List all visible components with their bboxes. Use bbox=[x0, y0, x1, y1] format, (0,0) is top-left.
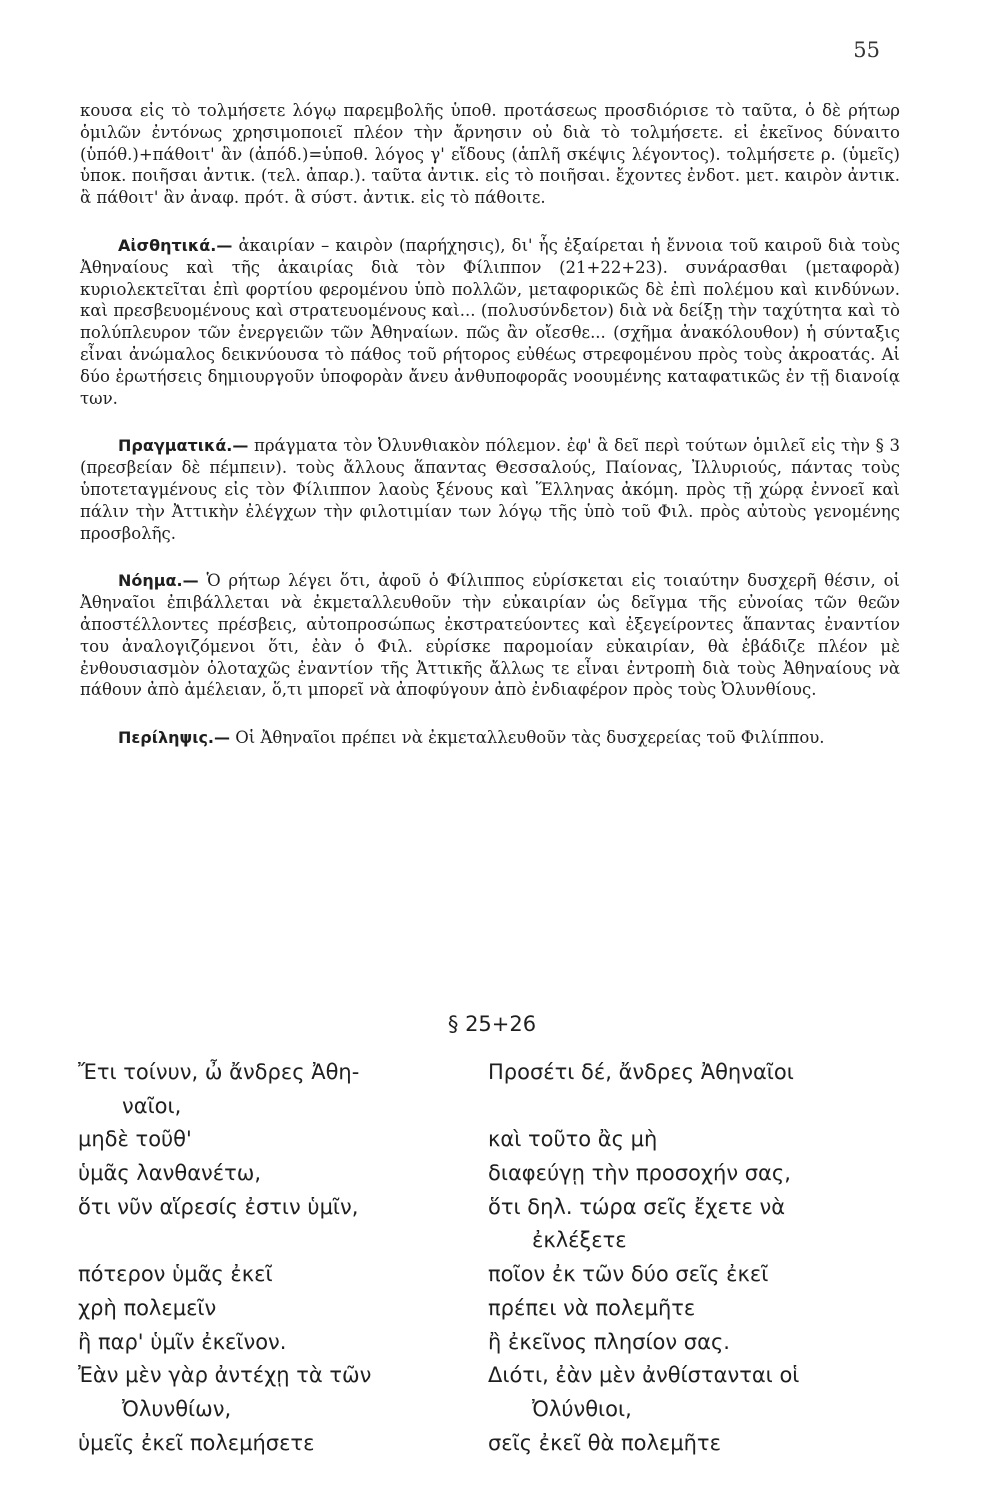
perilepsis-text: Οἱ Ἀθηναῖοι πρέπει νὰ ἐκμεταλλευθοῦν τὰς δυσχερείας τοῦ Φιλίππου. bbox=[235, 728, 825, 748]
translation-line: ἐκλέξετε bbox=[532, 1228, 627, 1253]
translation-line: ὅτι δηλ. τώρα σεῖς ἔχετε νὰ bbox=[488, 1194, 786, 1219]
pragmatika-heading: Πραγματικά.— bbox=[118, 436, 249, 456]
commentary-intro: κουσα εἰς τὸ τολμήσετε λόγῳ παρεμβολῆς ὑποθ. προτάσεως προσδιόρισε τὸ ταῦτα, ὁ δὲ ρήτωρ ὁμιλῶν ἐντόνως χρησιμοποιεῖ πλέον τὴν ἄρνησιν οὐ διὰ τὸ τολμήσετε. εἰ ἐκεῖνος δύναιτο (ὑπόθ.)+πάθοιτ' ἂν (ἀπόδ.)=ὑποθ. λόγος γ' εἴδους (ἁπλῆ σκέψις λέγοντος). τολμήσετε ρ. (ὑμεῖς) ὑποκ. ποιῆσαι ἀντικ. (τελ. ἀπαρ.). ταῦτα ἀντικ. εἰς τὸ ποιῆσαι. ἔχοντες ἐνδοτ. μετ. καιρὸν ἀντικ. ἃ πάθοιτ' ἂν ἀναφ. πρότ. ἃ σύστ. ἀντικ. εἰς τὸ πάθοιτε. bbox=[80, 101, 900, 208]
aisthetika-text: ἀκαιρίαν – καιρὸν (παρήχησις), δι' ἧς ἐξαίρεται ἡ ἔννοια τοῦ καιροῦ διὰ τοὺς Ἀθηναίους καὶ τῆς ἀκαιρίας διὰ τὸν Φίλιππον (21+22+23). συνάρασθαι (μεταφορὰ) κυριολεκτεῖται ἐπὶ φορτίου φερομένου ὑπὸ πολλῶν, μεταφορικῶς δὲ ἐπὶ πολέμου καὶ κινδύνων. καὶ πρεσβευομένους καὶ στρατευομένους καὶ... (πολυσύνδετον) διὰ νὰ δείξῃ τὴν ταχύτητα καὶ τὸ πολύπλευρον τῶν ἐνεργειῶν τῶν Ἀθηναίων. πῶς ἂν οἴεσθε... (σχῆμα ἀνακόλουθον) ἡ σύνταξις εἶναι ἀνώμαλος δεικνύουσα τὸ πάθος τοῦ ρήτορος εὐθέως στρεφομένου πρὸς τοὺς ἀκροατάς. Αἱ δύο ἐρωτήσεις δημιουργοῦν ὑποφορὰν ἄνευ ἀνθυποφορᾶς νοουμένης καταφατικῶς ἐν τῇ διανοίᾳ των. bbox=[80, 235, 900, 408]
translation-line: Διότι, ἐὰν μὲν ἀνθίστανται οἱ bbox=[488, 1363, 800, 1388]
original-line: χρὴ πολεμεῖν bbox=[78, 1295, 217, 1320]
original-line: Ἔτι τοίνυν, ὦ ἄνδρες Ἀθη- bbox=[78, 1060, 360, 1084]
translation-line: διαφεύγῃ τὴν προσοχήν σας, bbox=[488, 1161, 791, 1186]
original-line: πότερον ὑμᾶς ἐκεῖ bbox=[78, 1262, 273, 1287]
noema-text: Ὁ ρήτωρ λέγει ὅτι, ἀφοῦ ὁ Φίλιππος εὑρίσκεται εἰς τοιαύτην δυσχερῆ θέσιν, οἱ Ἀθηναῖοι ἐπιβάλλεται νὰ ἐκμεταλλευθοῦν τὴν εὐκαιρίαν ὡς δεῖγμα τῆς εὐνοίας τῶν θεῶν ἀποστέλλοντες πρέσβεις, αὐτοπροσώπως ἐκστρατεύοντες καὶ ἐξεγείροντες ἅπαντας ἐναντίον του ἀναλογιζόμενοι ὅτι, ἐὰν ὁ Φιλ. εὑρίσκε παρομοίαν εὐκαιρίαν, θὰ ἐβάδιζε πλέον μὲ ἐνθουσιασμὸν ὁλοταχῶς ἐναντίον τῆς Ἀττικῆς ἄλλως τε εἶναι ἐντροπὴ διὰ τοὺς Ἀθηναίους νὰ πάθουν ἀπὸ ἀμέλειαν, ὅ,τι μπορεῖ νὰ ἀποφύγουν ἀπὸ ἐνδιαφέρον πρὸς τοὺς Ὀλυνθίους. bbox=[80, 571, 901, 700]
pragmatika-text: πράγματα τὸν Ὀλυνθιακὸν πόλεμον. ἐφ' ἃ δεῖ περὶ τούτων ὁμιλεῖ εἰς τὴν § 3 (πρεσβείαν δὲ πέμπειν). τοὺς ἄλλους ἅπαντας Θεσσαλούς, Παίονας, Ἰλλυριούς, πάντας τοὺς ὑποτεταγμένους εἰς τὸν Φίλιππον λαοὺς ξένους καὶ Ἕλληνας ἀκόμη. πρὸς τῇ χώρᾳ ἐννοεῖ καὶ πάλιν τὴν Ἀττικὴν ἐλέγχων τὴν φιλοτιμίαν των λόγῳ τῆς ὑπὸ τοῦ Φιλ. πρὸς αὐτοὺς γενομένης προσβολῆς. bbox=[80, 436, 900, 543]
noema-heading: Νόημα.— bbox=[118, 571, 199, 591]
original-line: ἢ παρ' ὑμῖν ἐκεῖνον. bbox=[78, 1329, 287, 1354]
translation-line: ἢ ἐκεῖνος πλησίον σας. bbox=[488, 1329, 730, 1354]
noema-paragraph bbox=[80, 570, 900, 701]
translation-line: σεῖς ἐκεῖ θὰ πολεμῆτε bbox=[488, 1430, 721, 1455]
original-line: ὑμᾶς λανθανέτω, bbox=[78, 1161, 262, 1186]
original-line bbox=[78, 1224, 488, 1258]
aisthetika-paragraph bbox=[80, 235, 900, 409]
original-line: ὅτι νῦν αἵρεσίς ἐστιν ὑμῖν, bbox=[78, 1194, 359, 1219]
translation-column bbox=[488, 1056, 898, 1460]
original-line: Ὀλυνθίων, bbox=[122, 1396, 232, 1421]
original-text-column bbox=[78, 1056, 488, 1460]
original-line: Ἐὰν μὲν γὰρ ἀντέχῃ τὰ τῶν bbox=[78, 1363, 372, 1388]
translation-line: Ὀλύνθιοι, bbox=[532, 1396, 632, 1421]
perilepsis-paragraph bbox=[80, 727, 900, 749]
translation-line: καὶ τοῦτο ἂς μὴ bbox=[488, 1127, 658, 1152]
translation-line: Προσέτι δέ, ἄνδρες Ἀθηναῖοι bbox=[488, 1060, 794, 1084]
translation-line bbox=[488, 1090, 898, 1124]
translation-line: πρέπει νὰ πολεμῆτε bbox=[488, 1295, 696, 1320]
original-line: μηδὲ τοῦθ' bbox=[78, 1127, 192, 1152]
aisthetika-heading: Αἰσθητικά.— bbox=[118, 235, 233, 255]
section-title: § 25+26 bbox=[447, 1012, 537, 1036]
original-line: ὑμεῖς ἐκεῖ πολεμήσετε bbox=[78, 1430, 315, 1455]
translation-line: ποῖον ἐκ τῶν δύο σεῖς ἐκεῖ bbox=[488, 1262, 769, 1287]
pragmatika-paragraph bbox=[80, 435, 900, 544]
perilepsis-heading: Περίληψις.— bbox=[118, 728, 230, 748]
original-line: ναῖοι, bbox=[122, 1093, 182, 1118]
page-number: 55 bbox=[853, 38, 880, 62]
commentary bbox=[80, 100, 900, 775]
